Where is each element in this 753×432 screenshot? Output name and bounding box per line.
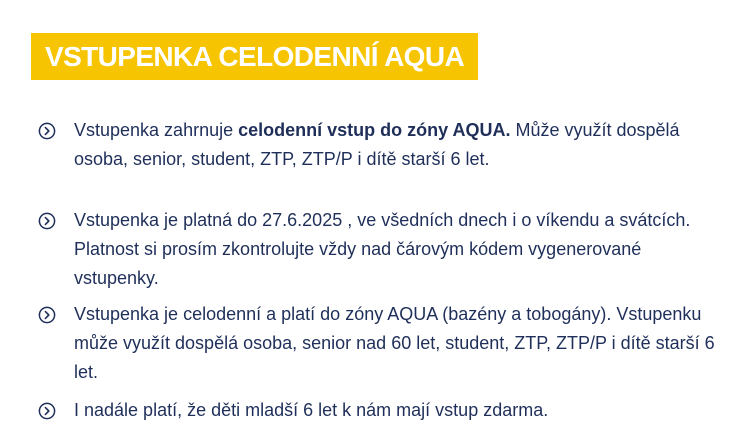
list-item-text-prefix: Vstupenka zahrnuje [74,120,239,140]
title-banner [31,33,478,80]
list-item-text-bold: celodenní vstup do zóny AQUA. [238,120,511,140]
list-item [38,116,728,174]
ticket-info-list [38,116,728,425]
list-item [38,300,728,387]
circle-chevron-right-icon [38,212,56,230]
circle-chevron-right-icon [38,306,56,324]
circle-chevron-right-icon [38,402,56,420]
list-item [38,206,728,293]
list-item-text: Vstupenka je platná do 27.6.2025 , ve všedních dnech i o víkendu a svátcích. Platnost si prosím zkontrolujte vždy nad čárovým kódem vygenerované vstupenky. [74,210,691,288]
circle-chevron-right-icon [38,122,56,140]
list-item-text [74,116,728,174]
list-item-text: I nadále platí, že děti mladší 6 let k nám mají vstup zdarma. [74,400,549,420]
list-item [38,396,728,425]
page-title: VSTUPENKA CELODENNÍ AQUA [45,40,465,72]
list-item-text-suffix: Může využít dospělá osoba, senior, student, ZTP, ZTP/P i dítě starší 6 let. [74,120,680,169]
list-item-text: Vstupenka je celodenní a platí do zóny AQUA (bazény a tobogány). Vstupenku může využít dospělá osoba, senior nad 60 let, student, ZTP, ZTP/P i dítě starší 6 let. [74,304,715,382]
